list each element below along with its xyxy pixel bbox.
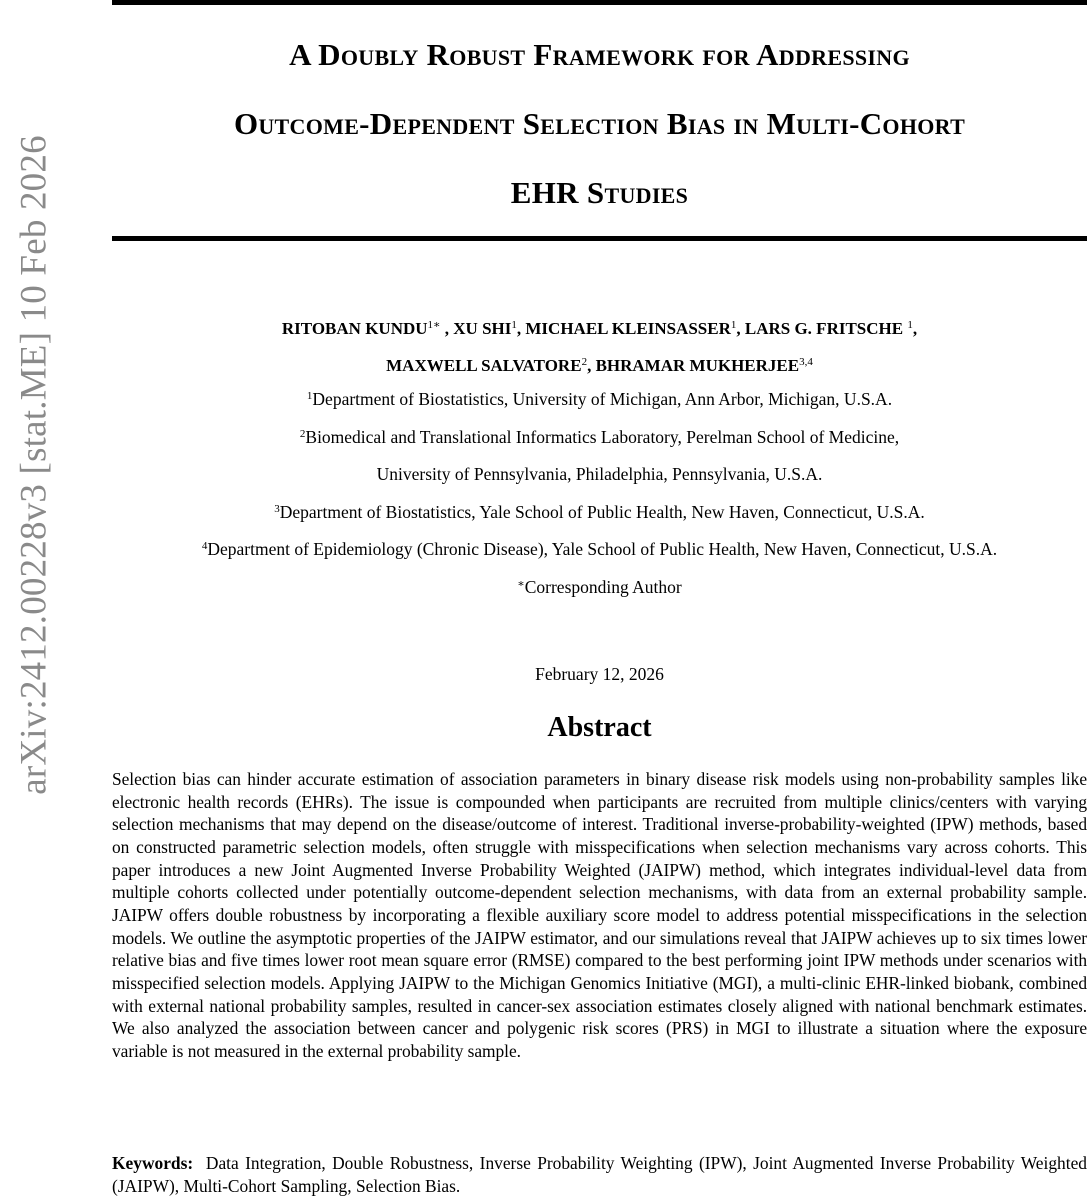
affiliation-text: Department of Biostatistics, Yale School of Public Health, New Haven, Connecticut, U.S.A.	[279, 501, 925, 522]
author-separator: ,	[912, 319, 918, 338]
title-top-rule	[112, 0, 1087, 5]
author-separator: ,	[736, 319, 741, 338]
abstract-heading: Abstract	[547, 712, 652, 743]
title-line-2: Outcome-Dependent Selection Bias in Multi-Cohort	[233, 106, 966, 141]
affiliation-text: Department of Biostatistics, University of Michigan, Ann Arbor, Michigan, U.S.A.	[312, 389, 893, 409]
author-list	[112, 310, 1087, 384]
affiliation-mark: 4	[201, 540, 208, 553]
author-name: MICHAEL KLEINSASSER	[525, 319, 731, 338]
affiliation-text: University of Pennsylvania, Philadelphia, Pennsylvania, U.S.A.	[376, 464, 823, 485]
author-affiliation-mark: 1	[511, 319, 517, 331]
title-bottom-rule	[112, 236, 1087, 241]
affiliation-mark: 3	[274, 502, 280, 515]
corresponding-author-note	[112, 569, 1087, 607]
affiliation-text: Department of Epidemiology (Chronic Disease), Yale School of Public Health, New Haven, Connecticut, U.S.A.	[207, 539, 998, 560]
affiliation-item	[112, 381, 1087, 419]
abstract-body: Selection bias can hinder accurate estimation of association parameters in binary disease risk models using non-probability samples like electronic health records (EHRs). The issue is compounded when participants are recruited from multiple clinics/centers with varying selection mechanisms that may depend on the disease/outcome of interest. Traditional inverse-probability-weighted (IPW) methods, based on constructed parametric selection models, often struggle with misspecifications when selection mechanisms vary across cohorts. This paper introduces a new Joint Augmented Inverse Probability Weighted (JAIPW) method, which integrates individual-level data from multiple cohorts collected under potentially outcome-dependent selection mechanisms, with data from an external probability sample. JAIPW offers double robustness by incorporating a flexible auxiliary score model to address potential misspecifications in the selection models. We outline the asymptotic properties of the JAIPW estimator, and our simulations reveal that JAIPW achieves up to six times lower relative bias and five times lower root mean square error (RMSE) compared to the best performing joint IPW methods under scenarios with misspecified selection models. Applying JAIPW to the Michigan Genomics Initiative (MGI), a multi-clinic EHR-linked biobank, combined with external national probability samples, resulted in cancer-sex association estimates closely aligned with national benchmark estimates. We also analyzed the association between cancer and polygenic risk scores (PRS) in MGI to illustrate a situation where the exposure variable is not measured in the external probability sample.	[112, 769, 1087, 1061]
author-line-2	[112, 347, 1087, 384]
affiliation-item	[112, 494, 1087, 532]
affiliation-text: Biomedical and Translational Informatics Laboratory, Perelman School of Medicine,	[305, 426, 900, 447]
author-line-1	[112, 310, 1087, 347]
publication-date: February 12, 2026	[535, 664, 664, 684]
paper-title	[112, 20, 1087, 227]
author-name: MAXWELL SALVATORE	[386, 356, 582, 375]
affiliation-item	[112, 531, 1087, 569]
keywords-label: Keywords:	[112, 1153, 194, 1173]
keywords	[112, 1152, 1087, 1197]
author-name: LARS G. FRITSCHE	[744, 319, 904, 338]
affiliation-list	[112, 381, 1087, 607]
author-affiliation-mark: 1	[907, 319, 913, 331]
affiliation-mark: 2	[299, 427, 306, 440]
author-name: RITOBAN KUNDU	[281, 319, 428, 338]
affiliation-mark: ∗	[517, 577, 525, 590]
arxiv-side-stamp	[13, 135, 55, 795]
author-affiliation-mark: 3,4	[799, 356, 813, 368]
affiliation-item	[112, 419, 1087, 457]
affiliation-text: Corresponding Author	[524, 576, 682, 597]
author-affiliation-mark: 1∗	[427, 319, 441, 331]
affiliation-item	[112, 456, 1087, 494]
author-affiliation-mark: 2	[581, 356, 588, 368]
arxiv-identifier: arXiv:2412.00228v3 [stat.ME] 10 Feb 2026	[13, 135, 55, 795]
author-separator: ,	[516, 319, 522, 338]
author-separator: ,	[440, 319, 450, 338]
title-line-3: EHR Studies	[510, 175, 689, 210]
author-name: BHRAMAR MUKHERJEE	[595, 356, 800, 375]
author-name: XU SHI	[453, 319, 512, 338]
author-separator: ,	[587, 356, 592, 375]
author-affiliation-mark: 1	[730, 319, 737, 331]
keywords-text: Data Integration, Double Robustness, Inverse Probability Weighting (IPW), Joint Augmented Inverse Probability Weighted (JAIPW), Multi-Cohort Sampling, Selection Bias.	[112, 1153, 1087, 1196]
affiliation-mark: 1	[306, 390, 313, 402]
title-line-1: A Doubly Robust Framework for Addressing	[289, 37, 910, 72]
